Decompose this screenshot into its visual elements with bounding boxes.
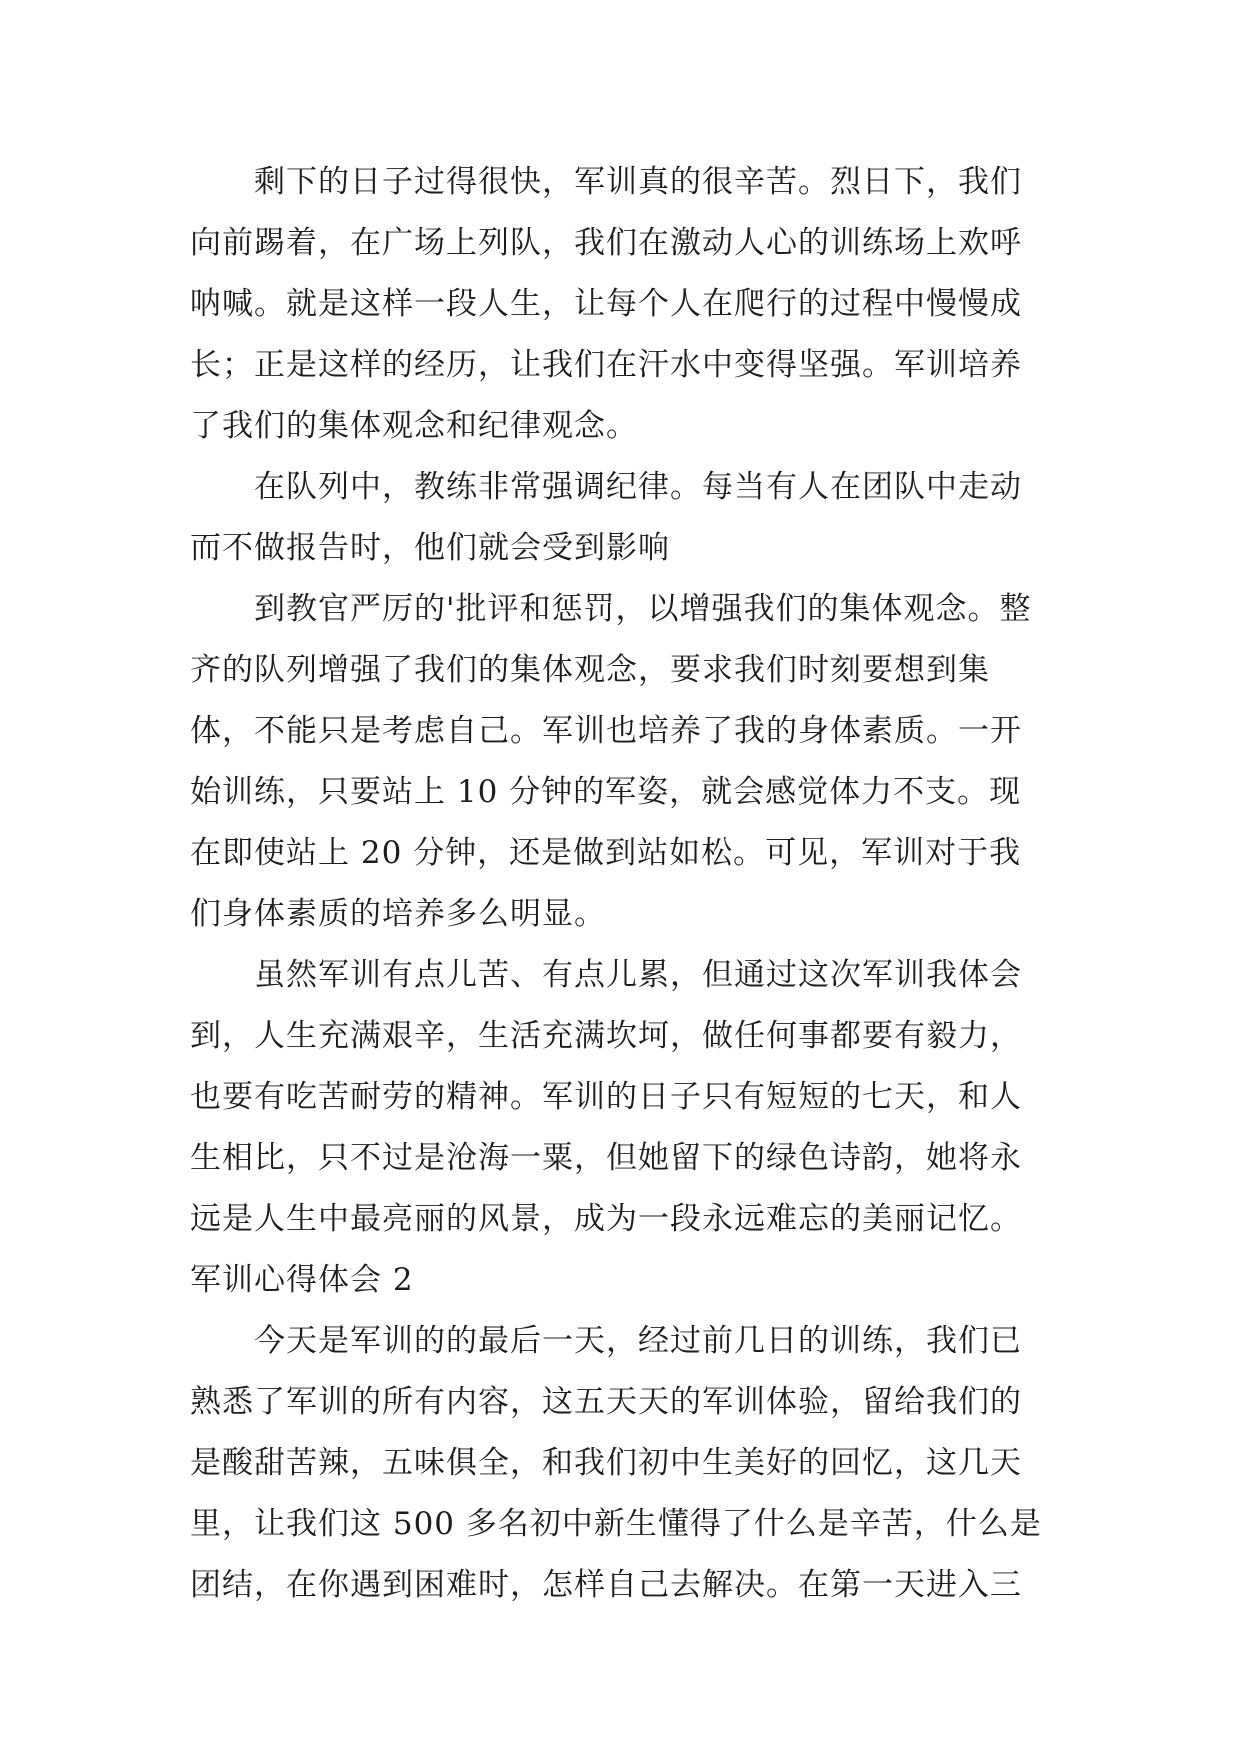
paragraph-2: 在队列中，教练非常强调纪律。每当有人在团队中走动而不做报告时，他们就会受到影响 bbox=[190, 469, 1022, 566]
paragraph-3: 到教官严厉的'批评和惩罚，以增强我们的集体观念。整齐的队列增强了我们的集体观念，要求我们时刻要想到集体，不能只是考虑自己。军训也培养了我的身体素质。一开始训练，只要站上 10 分钟的军姿，就会感觉体力不支。现在即使站上 20 分钟，还是做到站如松。可见，军训对于我们身体素质的培养多么明显。 bbox=[190, 591, 1032, 932]
document-body bbox=[190, 152, 1052, 1616]
section-heading: 军训心得体会 2 bbox=[190, 1262, 414, 1298]
paragraph-1: 剩下的日子过得很快，军训真的很辛苦。烈日下，我们向前踢着，在广场上列队，我们在激动人心的训练场上欢呼呐喊。就是这样一段人生，让每个人在爬行的过程中慢慢成长；正是这样的经历，让我们在汗水中变得坚强。军训培养了我们的集体观念和纪律观念。 bbox=[190, 164, 1022, 444]
paragraph-4: 虽然军训有点儿苦、有点儿累，但通过这次军训我体会到，人生充满艰辛，生活充满坎坷，做任何事都要有毅力，也要有吃苦耐劳的精神。军训的日子只有短短的七天，和人生相比，只不过是沧海一粟，但她留下的绿色诗韵，她将永远是人生中最亮丽的风景，成为一段永远难忘的美丽记忆。 bbox=[190, 957, 1022, 1237]
paragraph-5: 今天是军训的的最后一天，经过前几日的训练，我们已熟悉了军训的所有内容，这五天天的军训体验，留给我们的是酸甜苦辣，五味俱全，和我们初中生美好的回忆，这几天里，让我们这 500 多名初中新生懂得了什么是辛苦，什么是团结，在你遇到困难时，怎样自己去解决。在第一天进入三 bbox=[190, 1323, 1042, 1603]
